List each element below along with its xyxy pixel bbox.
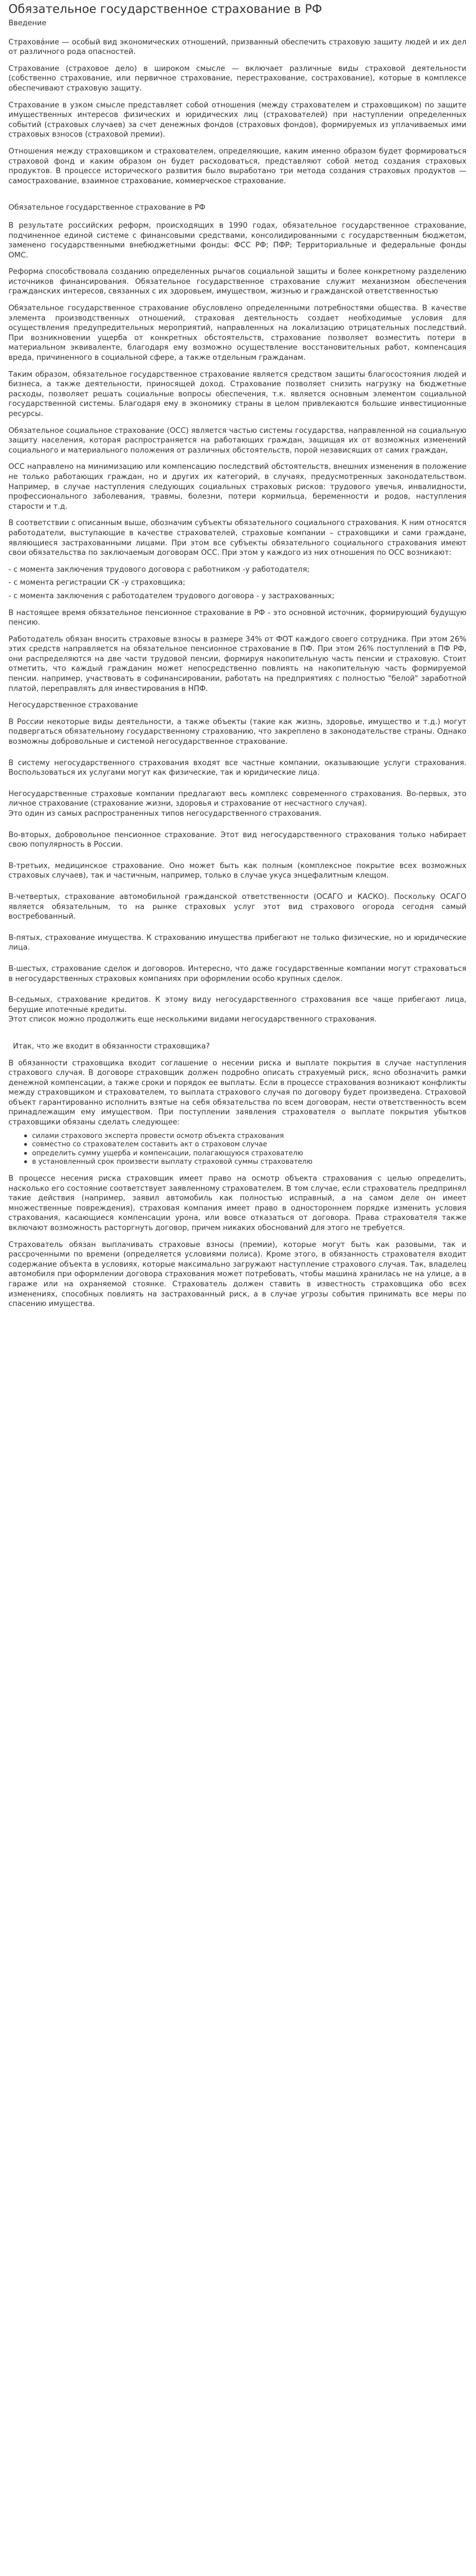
- paragraph: Страховáние — особый вид экономических отношений, призванный обеспечить страховую защиту людей и их дел от различного рода опасностей.: [8, 38, 466, 57]
- insurer-duties-section: [8, 1059, 466, 1309]
- page-title: Обязательное государственное страхование в РФ: [8, 2, 323, 16]
- paragraph: В систему негосударственного страхования входят все частные компании, оказывающие услуги страхования. Воспользоваться их услугами могут как физические, так и юридические лица.: [8, 758, 466, 778]
- article: [0, 2, 475, 1309]
- paragraph: В настоящее время обязательное пенсионное страхование в РФ - это основной источник, формирующий будущую пенсию.: [8, 608, 466, 627]
- paragraph: ОСС направлено на минимизацию или компенсацию последствий обстоятельств, внешних изменения в положение не только работающих граждан, но и других их категорий, в случаях, предусмотренных законодательством. Например, в случае наступления следующих социальных страховых рисков: трудового увечья, инвалидности, профессионального заболевания, травмы, болезни, потери кормильца, беременности и родов, наступления старости и т.д.: [8, 463, 466, 511]
- paragraph: В соответствии с описанным выше, обозначим субъекты обязательного социального страхования. К ним относятся работодатели, выступающие в качестве страхователей, страховые компании – страховщики и сами граждане, являющиеся застрахованными лицами. При этом все субъекты обязательного социального страхования имеют свои обязательства по заключаемым договорам ОСС. При этом у каждого из них отношения по ОСС возникают:: [8, 519, 466, 558]
- paragraph: Страхование в узком смысле представляет собой отношения (между страхователем и страховщиком) по защите имущественных интересов физических и юридических лиц (страхователей) при наступлении определенных событий (страховых случаев) за счет денежных фондов (страховых фондов), формируемых из уплачиваемых ими страховых взносов (страховой премии).: [8, 101, 466, 139]
- list-item: определить сумму ущерба и компенсации, полагающуюся страхователю: [32, 1149, 466, 1158]
- paragraph: Во-вторых, добровольное пенсионное страхование. Этот вид негосударственного страхования только набирает свою популярность в России.: [8, 830, 466, 849]
- bullet-icon: [24, 1143, 27, 1146]
- paragraph: Негосударственные страховые компании предлагают весь комплекс современного страхования. Во-первых, это личное страхование (страхование жизни, здоровья и страхование от несчастного случая). Это один из самых распространенных типов негосударственного страхования.: [8, 789, 466, 818]
- bullet-icon: [24, 1160, 27, 1163]
- bullet-icon: [24, 1135, 27, 1137]
- paragraph: В процессе несения риска страховщик имеет право на осмотр объекта страхования с целью определить, насколько его состояние соответствует заявленному страхователем. В том случае, если страхователь предпринял такие действия (например, заявил автомобиль как полностью исправный, а на самом деле он имеет множественные повреждения), страховая компания имеет право в одностороннем порядке изменить условия страхования, касающиеся компенсации урона, или вовсе отказаться от договора. Права страхователя также включают возможность расторгнуть договор, причем никаких обоснований для этого не требуется.: [8, 1174, 466, 1232]
- paragraph: В-пятых, страхование имущества. К страхованию имущества прибегают не только физические, но и юридические лица.: [8, 933, 466, 952]
- paragraph: Страхователь обязан выплачивать страховые взносы (премии), которые могут быть как разовыми, так и рассроченными по времени (определяется условиями полиса). Кроме этого, в обязанность страхователя входит содержание объекта в условиях, которые максимально загружают наступление страхового случая. Так, владелец автомобиля при оформлении договора страхования может потребовать, чтобы машина хранилась не на улице, а в гараже или на охраняемой стоянке. Страхователь должен ставить в известность страховщика обо всех изменениях, способных повлиять на застрахованный риск, а в случае угрозы события принимать все меры по спасению имущества.: [8, 1240, 466, 1309]
- dash-item: - с момента заключения трудового договора с работником -у работодателя;: [8, 565, 310, 574]
- section-heading: Обязательное государственное страхование в РФ: [8, 204, 206, 213]
- bullet-icon: [24, 1152, 27, 1155]
- paragraph: В-третьих, медицинское страхование. Оно может быть как полным (комплексное покрытие всех возможных страховых случаев), так и частичным, например, только в случае укуса энцефалитным клещом.: [8, 861, 466, 880]
- paragraph: В-шестых, страхование сделок и договоров. Интересно, что даже государственные компании могут страховаться в негосударственных страховых компаниях при оформлении особо крупных сделок.: [8, 964, 466, 983]
- bullet-list: [8, 1131, 466, 1166]
- paragraph: В России некоторые виды деятельности, а также объекты (такие как жизнь, здоровье, имущество и т.д.) могут подвергаться обязательному государственному страхованию, что закреплено в законодательстве страны. Однако возможны добровольные и системой негосударственное страхование.: [8, 717, 466, 747]
- paragraph: Таким образом, обязательное государственное страхование является средством защиты благосостояния людей и бизнеса, а также деятельности, приносящей доход. Страхование позволяет снизить нагрузку на бюджетные расходы, позволяет решать социальные вопросы обеспечения, т.к. является основным элементом социальной государственной системы. Благодаря ему в экономику страны в целом привлекаются большие инвестиционные ресурсы.: [8, 370, 466, 418]
- state-insurance-section: [8, 221, 466, 694]
- paragraph: В-седьмых, страхование кредитов. К этому виду негосударственного страхования все чаще прибегают лица, берущие ипотечные кредиты. Этот список можно продолжить еще несколькими видами негосударственного страхования.: [8, 996, 466, 1024]
- paragraph: Реформа способствовала созданию определенных рычагов социальной защиты и более конкретному разделению источников финансирования. Обязательное государственное страхование служит механизмом обеспечения гражданских интересов, связанных с их здоровьем, имуществом, жизнью и гражданской ответственностью: [8, 268, 466, 296]
- intro-section: [8, 38, 466, 187]
- list-item: совместно со страхователем составить акт о страховом случае: [32, 1140, 466, 1149]
- paragraph: Работодатель обязан вносить страховые взносы в размере 34% от ФОТ каждого своего сотрудника. При этом 26% этих средств направляется на обязательное пенсионное страхование в ПФ. При этом 26% поступлений в ПФ РФ, они распределяются на две части трудовой пенсии, формируя накопительную часть пенсии и страховую. Стоит отметить, что каждый гражданин может непосредственно повлиять на накопительную часть формируемой пенсии. например, участвовать в софинансировании, работать на предприятиях с полностью "белой" заработной платой, переправлять для инвестирования в НПФ.: [8, 635, 466, 693]
- dash-item: - с момента регистрации СК -у страховщика;: [8, 579, 185, 587]
- intro-heading: Введение: [8, 19, 47, 28]
- paragraph: Отношения между страховщиком и страхователем, определяющие, каким именно образом будет формироваться страховой фонд и каким образом он будет расходоваться, представляют собой метод создания страховых продуктов. В процессе исторического развития было выработано три метода создания страховых продуктов — самострахование, взаимное страхование, коммерческое страхование.: [8, 147, 466, 186]
- paragraph: Обязательное социальное страхование (ОСС) является частью системы государства, направленной на социальную защиту населения, которая распространяется на работающих граждан, защищая их от возможных изменений социального и материального положения от различных обстоятельств, порой независящих от самих граждан,: [8, 426, 466, 455]
- paragraph: В обязанности страховщика входит соглашение о несении риска и выплате покрытия в случае наступления страхового случая. В договоре страховщик должен подробно описать страхуемый риск, ясно обозначить рамки денежной компенсации, а также сроки и порядок ее выплаты. Если в процессе страхования возникают конфликты между страховщиком и страхователем, то выплата страхового случая по договору будет произведена. Страховой объект гарантированно исполнить взятые на себя обязательства по всем договорам, нести ответственность всем принадлежащим ему имуществом. При поступлении заявления страхователя о выплате покрытия убытков страховщики обязаны сделать следующее:: [8, 1059, 466, 1127]
- section-heading: Негосударственное страхование: [8, 701, 138, 710]
- paragraph: Страхование (страховое дело) в широком смысле — включает различные виды страховой деятельности (собственно страхование, или первичное страхование, перестрахование, сострахование), которые в комплексе обеспечивают страховую защиту.: [8, 64, 466, 93]
- paragraph: В-четвертых, страхование автомобильной гражданской ответственности (ОСАГО и КАСКО). Поскольку ОСАГО является обязательным, то на рынке страховых услуг этот вид страхового огорода сегодня самый востребованный.: [8, 892, 466, 921]
- non-state-insurance-section: [8, 717, 466, 1025]
- section-heading: Итак, что же входит в обязанности страховщика?: [13, 1042, 210, 1051]
- dash-item: - с момента заключения с работодателем трудового договора - у застрахованных;: [8, 591, 335, 600]
- list-item: силами страхового эксперта провести осмотр объекта страхования: [32, 1131, 466, 1140]
- paragraph: В результате российских реформ, происходящих в 1990 годах, обязательное государственное страхование, подчиненное единой системе с финансовыми средствами, консолидированными с государственным бюджетом, заменено государственными внебюджетными фонды: ФСС РФ; ПФР; Территориальные и федеральные фонды ОМС.: [8, 221, 466, 260]
- paragraph: Обязательное государственное страхование обусловлено определенными потребностями общества. В качестве элемента производственных отношений, страховая деятельность создает необходимые условия для осуществления предупредительных мероприятий, направленных на локализацию отрицательных последствий. При возникновении ущерба от конкретных обстоятельств, страхование позволяет возместить потери в материальном эквиваленте, благодаря ему возможно осуществление восстановительных работ, компенсация вреда, причиненного в социальной сфере, а также отдельным гражданам.: [8, 304, 466, 363]
- list-item: в установленный срок произвести выплату страховой суммы страхователю: [32, 1157, 466, 1166]
